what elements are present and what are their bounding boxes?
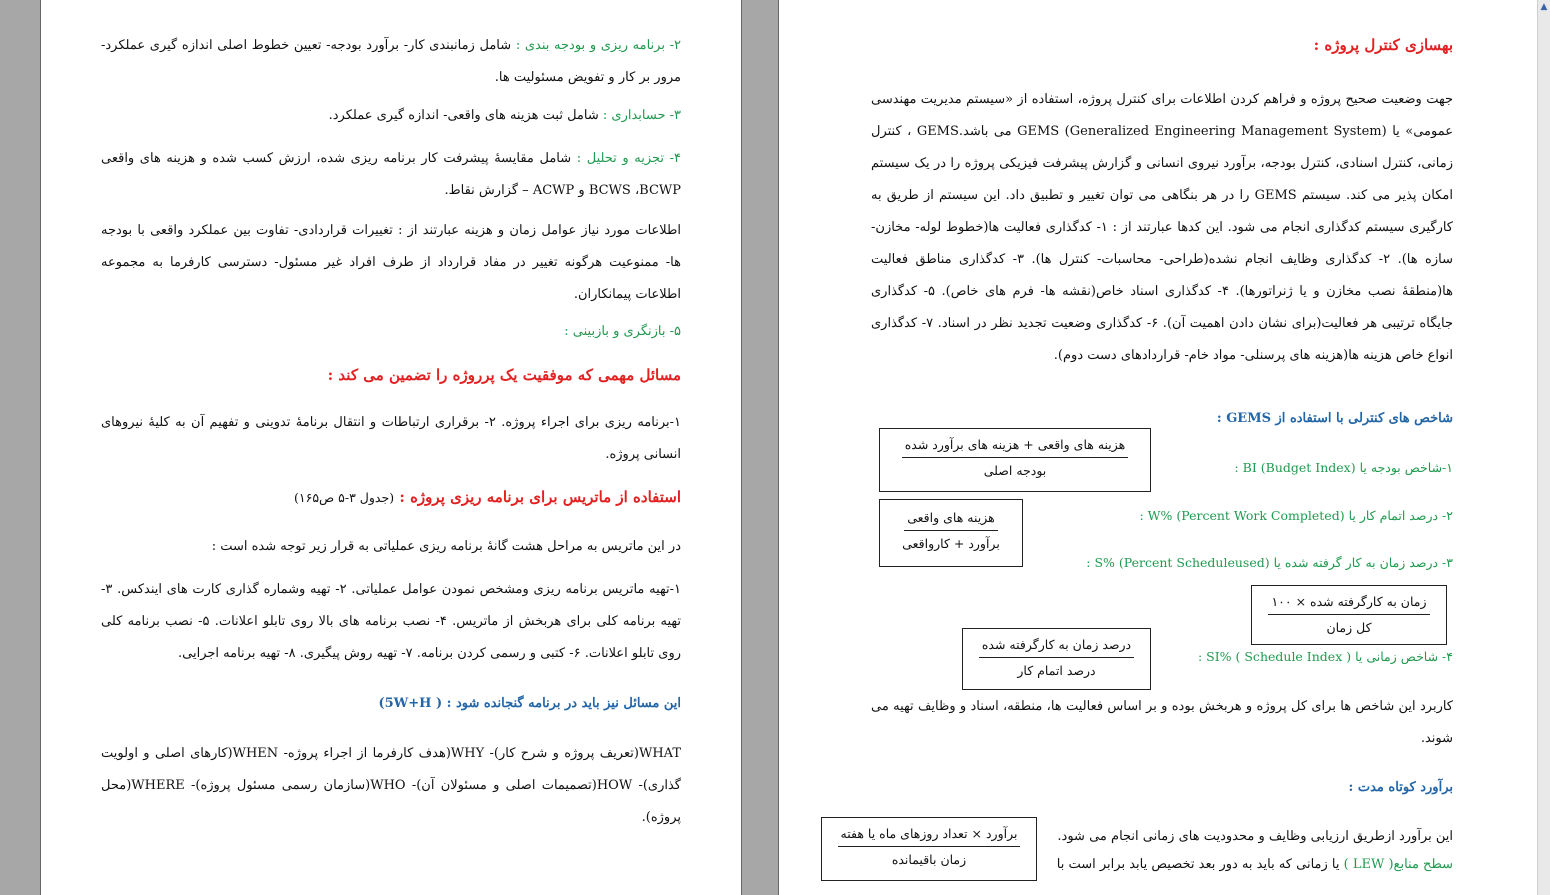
index-bi: [1159, 460, 1453, 475]
paragraph-indices-usage: کاربرد این شاخص ها برای کل پروژه و هربخش بوده و بر اساس فعالیت ها، منطقه، اسناد و وظایف تهیه می شوند.: [871, 699, 1453, 746]
scroll-up-arrow-icon[interactable]: ▲: [1540, 2, 1548, 12]
paragraph-5wh: WHAT(تعریف پروژه و شرح کار)- WHY(هدف کارفرما از اجراء پروژه- WHEN(کارهای اصلی و اولویت گذاری)- HOW(تصمیمات اصلی و مسئولان آن)- WHO(سازمان رسمی مسئول پروژه)- WHERE(محل پروژه).: [101, 746, 681, 825]
index-bi-label: ۱-شاخص بودجه یا: [1359, 460, 1453, 475]
index-si-en: SI% ( Schedule Index ) :: [1197, 649, 1352, 664]
paragraph-accounting: [101, 100, 681, 132]
formula-denominator: درصد اتمام کار: [1017, 663, 1096, 678]
formula-work-completed: [879, 499, 1023, 567]
analysis-label: ۴- تجزیه و تحلیل :: [576, 151, 681, 166]
index-s-en: S% (Percent Scheduleused) :: [1086, 555, 1270, 570]
paragraph-review: ۵- بازنگری و بازبینی :: [564, 324, 681, 339]
index-w-label: ۲- درصد اتمام کار یا: [1348, 508, 1453, 523]
index-s-label: ۳- درصد زمان به کار گرفته شده یا: [1273, 555, 1453, 570]
paragraph-matrix-intro: در این ماتریس به مراحل هشت گانهٔ برنامه ریزی عملیاتی به قرار زیر توجه شده است :: [211, 539, 681, 554]
index-bi-en: BI (Budget Index) :: [1234, 460, 1356, 475]
heading-control-indices: شاخص های کنترلی با استفاده از GEMS :: [1216, 411, 1453, 426]
paragraph-analysis: [101, 143, 681, 207]
heading-matrix-ref: (جدول ۳-۵ ص۱۶۵): [294, 490, 395, 505]
formula-schedule-index: [962, 628, 1151, 690]
formula-denominator: زمان باقیمانده: [891, 852, 967, 867]
paragraph-budgeting: [101, 30, 681, 94]
formula-numerator: زمان به کارگرفته شده × ۱۰۰: [1268, 594, 1429, 615]
formula-resource-level: [821, 817, 1037, 881]
budgeting-label: ۲- برنامه ریزی و بودجه بندی :: [515, 38, 681, 53]
budgeting-text: شامل زمانبندی کار- برآورد بودجه- تعیین خطوط اصلی اندازه گیری عملکرد- مرور بر کار و تفویض مسئولیت ها.: [101, 38, 681, 85]
heading-matrix-main: استفاده از ماتریس برای برنامه ریزی پروژه :: [399, 488, 681, 506]
paragraph-matrix-steps: ۱-تهیه ماتریس برنامه ریزی ومشخص نمودن عوامل عملیاتی. ۲- تهیه وشماره گذاری کارت های ایندکس. ۳- تهیه برنامه کلی برای هربخش از ماتریس. ۴- نصب برنامه های بالا روی تابلو اعلانات. ۵- نصب برنامه کلی روی تابلو اعلانات. ۶- کتبی و رسمی کردن برنامه. ۷- تهیه روش پیگیری. ۸- تهیه برنامه اجرایی.: [101, 582, 681, 661]
lew-text: یا زمانی که باید به دور بعد تخصیص یابد برابر است با: [1056, 857, 1344, 872]
vertical-scrollbar[interactable]: [1537, 0, 1550, 895]
paragraph-lew: [1049, 851, 1453, 879]
formula-numerator: هزینه های واقعی + هزینه های برآورد شده: [902, 437, 1129, 458]
heading-project-control: بهسازی کنترل پروژه :: [1313, 36, 1453, 54]
heading-5wh: این مسائل نیز باید در برنامه گنجانده شود : ( 5W+H): [378, 696, 681, 711]
document-page-left: [40, 0, 742, 895]
heading-matrix: [101, 488, 681, 506]
index-si: [1159, 649, 1453, 664]
index-si-label: ۴- شاخص زمانی یا: [1355, 649, 1453, 664]
paragraph-short-term: این برآورد ازطریق ارزیابی وظایف و محدودیت های زمانی انجام می شود.: [1057, 829, 1453, 844]
heading-success-factors: مسائل مهمی که موفقیت یک پرروژه را تضمین می کند :: [327, 366, 681, 384]
formula-budget-index: [879, 428, 1151, 492]
paragraph-info-needed: اطلاعات مورد نیاز عوامل زمان و هزینه عبارتند از : تغییرات قراردادی- تفاوت بین عملکرد واقعی با بودجه ها- ممنوعیت هرگونه تغییر در مفاد قرارداد از طرف افراد غیر مسئول- دسترسی کارفرما به مجموعه اطلاعات پیمانکاران.: [101, 223, 681, 302]
document-page-right: [778, 0, 1538, 895]
formula-numerator: درصد زمان به کارگرفته شده: [979, 637, 1134, 658]
formula-denominator: برآورد + کارواقعی: [902, 536, 1000, 551]
paragraph-success-items: ۱-برنامه ریزی برای اجراء پروژه. ۲- برقراری ارتباطات و انتقال برنامهٔ تدوینی و تفهیم آن به کلیهٔ نیروهای انسانی پروژه.: [101, 415, 681, 462]
index-w: [1039, 508, 1453, 523]
accounting-text: شامل ثبت هزینه های واقعی- اندازه گیری عملکرد.: [328, 108, 603, 123]
heading-short-term-estimate: برآورد کوتاه مدت :: [1348, 780, 1453, 795]
accounting-label: ۳- حسابداری :: [602, 108, 681, 123]
formula-denominator: کل زمان: [1326, 620, 1372, 635]
index-w-en: W% (Percent Work Completed) :: [1139, 508, 1345, 523]
formula-numerator: هزینه های واقعی: [904, 510, 998, 531]
index-s: [1039, 555, 1453, 570]
formula-denominator: بودجه اصلی: [983, 463, 1047, 478]
paragraph-gems: جهت وضعیت صحیح پروژه و فراهم کردن اطلاعات برای کنترل پروژه، استفاده از «سیستم مدیریت مهندسی عمومی» یا GEMS (Generalized Engineering Management System) می باشد.GEMS ، کنترل زمانی، کنترل اسنادی، کنترل بودجه، برآورد نیروی انسانی و گزارش پیشرفت فیزیکی پروژه را در یک سیستم امکان پذیر می کند. سیستم GEMS را در هر بنگاهی می توان تغییر و تطبیق داد. این سیستم از طریق به کارگیری سیستم کدگذاری انجام می شود. این کدها عبارتند از : ۱- کدگذاری فعالیت ها(خطوط لوله- مخازن- سازه ها). ۲- کدگذاری وظایف انجام نشده(طراحی- محاسبات- کنترل ها). ۳- کدگذاری مناطق فعالیت ها(منطقهٔ نصب مخازن و یا ژنراتورها). ۴- کدگذاری اسناد خاص(نقشه ها- فرم های خاص). ۵- کدگذاری جایگاه ترتیبی هر فعالیت(برای نشان دادن اهمیت آن). ۶- کدگذاری وضعیت تجدید نظر در اسناد. ۷- کدگذاری انواع خاص هزینه ها(هزینه های پرسنلی- مواد خام- قراردادهای دست دوم).: [871, 92, 1454, 363]
formula-numerator: برآورد × تعداد روزهای ماه یا هفته: [838, 826, 1021, 847]
lew-label: سطح منابع( LEW ): [1343, 857, 1453, 872]
formula-schedule-used: [1251, 585, 1447, 645]
analysis-text: شامل مقایسهٔ پیشرفت کار برنامه ریزی شده، ارزش کسب شده و هزینه های واقعی BCWS ،BCWP و ACWP – گزارش نقاط.: [101, 151, 681, 198]
